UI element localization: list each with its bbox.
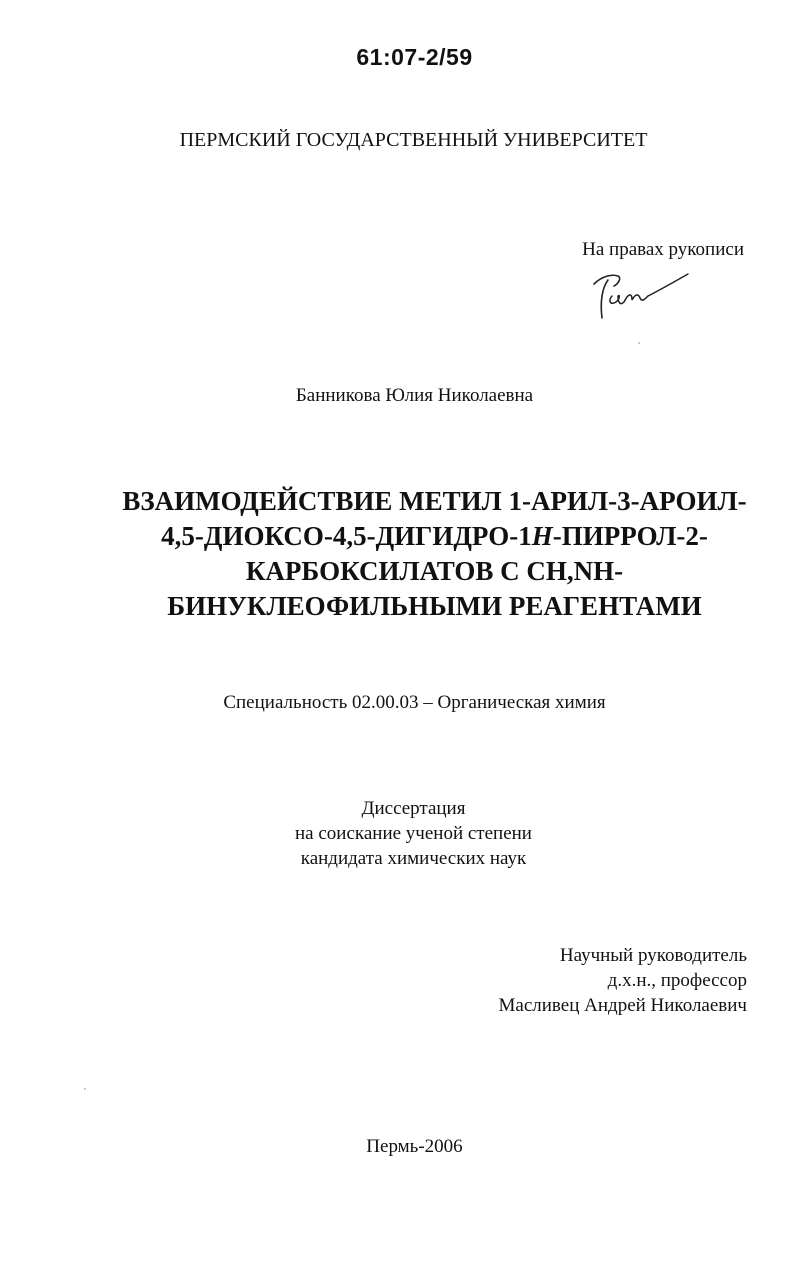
supervisor-block — [499, 943, 747, 1018]
title-line-2-part-1: 4,5-ДИОКСО-4,5-ДИГИДРО-1 — [161, 521, 532, 551]
scan-speck — [84, 1088, 86, 1090]
degree-purpose: на соискание ученой степени — [295, 823, 532, 844]
city-year: Пермь-2006 — [366, 1136, 463, 1157]
title-line-2-part-2: -ПИРРОЛ-2- — [552, 521, 708, 551]
supervisor-role: Научный руководитель — [559, 945, 747, 966]
scan-speck — [638, 342, 640, 344]
university-name: ПЕРМСКИЙ ГОСУДАРСТВЕННЫЙ УНИВЕРСИТЕТ — [179, 129, 648, 151]
specialty-line: Специальность 02.00.03 – Органическая химия — [223, 692, 606, 713]
supervisor-degree: д.х.н., профессор — [607, 970, 747, 991]
title-line-2-italic-h: Н — [531, 521, 553, 551]
dissertation-label: Диссертация — [361, 798, 466, 819]
archive-stamp-code: 61:07-2/59 — [356, 44, 473, 70]
title-line-1: ВЗАИМОДЕЙСТВИЕ МЕТИЛ 1-АРИЛ-3-АРОИЛ- — [122, 486, 747, 516]
title-line-3: КАРБОКСИЛАТОВ С CH,NH- — [245, 556, 624, 586]
handwritten-signature — [588, 266, 693, 326]
title-line-4: БИНУКЛЕОФИЛЬНЫМИ РЕАГЕНТАМИ — [167, 591, 702, 621]
manuscript-rights-note: На правах рукописи — [582, 239, 744, 260]
supervisor-name: Масливец Андрей Николаевич — [498, 995, 747, 1016]
author-name: Банникова Юлия Николаевна — [295, 385, 534, 406]
title-line-2 — [70, 519, 799, 554]
dissertation-title — [70, 484, 799, 624]
dissertation-degree-block — [0, 796, 799, 871]
degree-name: кандидата химических наук — [300, 848, 527, 869]
